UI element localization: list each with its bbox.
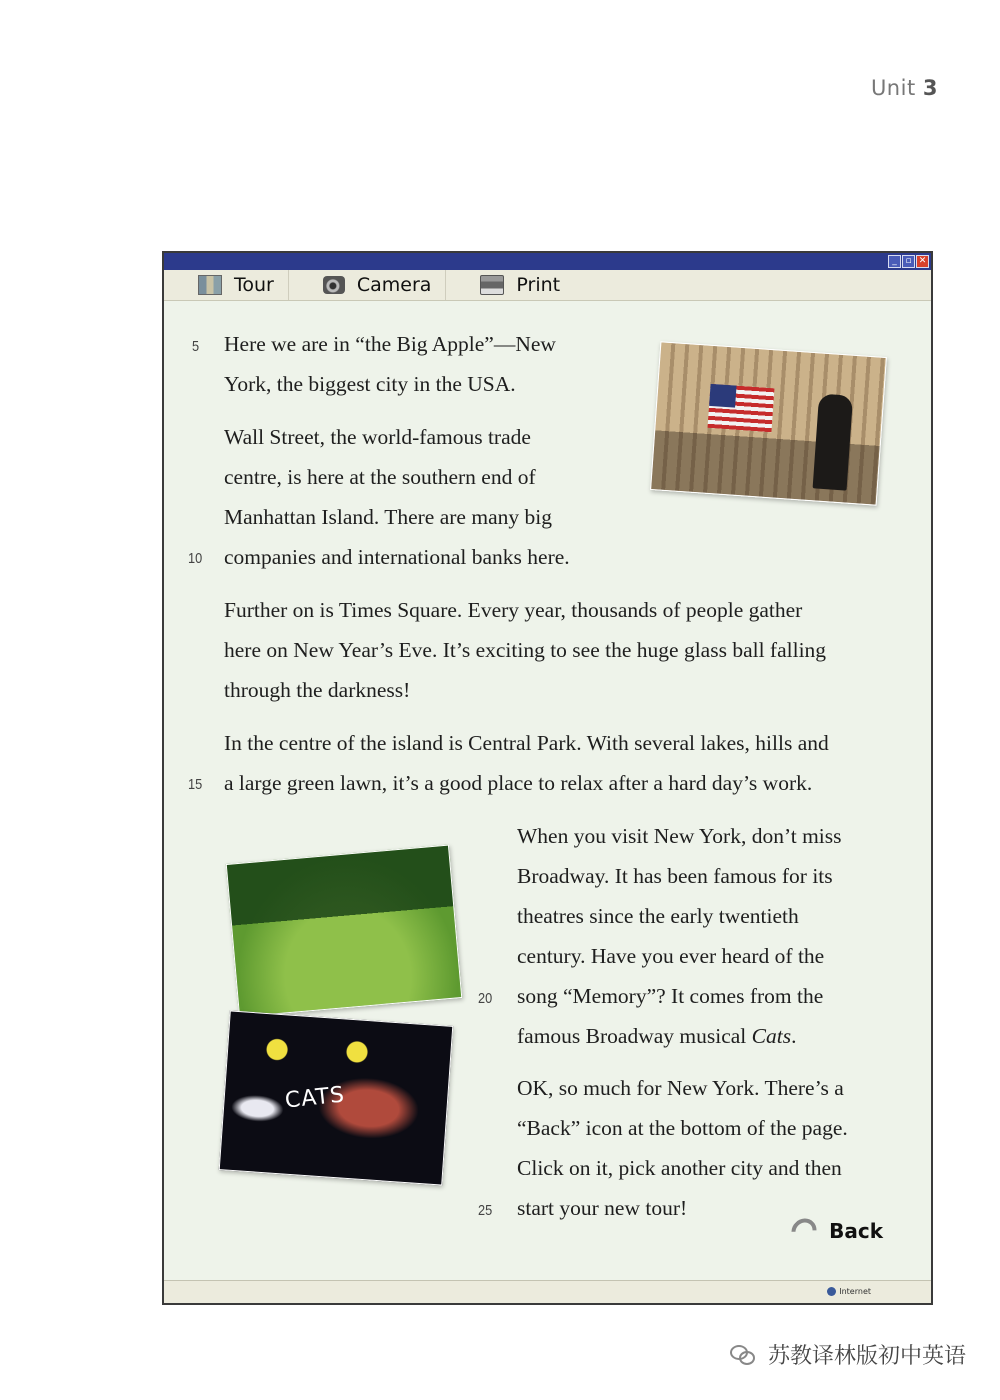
line-number: 25 [478, 1202, 493, 1219]
line-number: 5 [192, 338, 200, 355]
globe-icon [827, 1287, 836, 1296]
page-content [164, 300, 931, 1281]
back-button[interactable]: Back [791, 1219, 883, 1243]
toolbar [164, 270, 931, 301]
tour-button[interactable]: Tour [164, 270, 288, 300]
camera-button[interactable]: Camera [288, 270, 446, 300]
statue-shape [813, 393, 854, 490]
minimize-icon[interactable]: _ [888, 255, 901, 268]
cats-logo: CATS [283, 1082, 347, 1114]
paragraph-1: Here we are in “the Big Apple”—New York, the biggest city in the USA. [224, 332, 556, 396]
browser-window [162, 251, 933, 1305]
paragraph-5: When you visit New York, don’t miss Broadway. It has been famous for its theatres since the early twentieth century. Have you ever heard of the song “Memory”? It comes from the famous Broadway musical Cats. [517, 824, 842, 1048]
title-bar [164, 253, 931, 270]
paragraph-6: OK, so much for New York. There’s a “Back” icon at the bottom of the page. Click on it, pick another city and then start your new tour! [517, 1076, 848, 1220]
status-bar: Internet [164, 1280, 931, 1303]
central-park-photo [226, 845, 463, 1018]
maximize-icon[interactable]: ▫ [902, 255, 915, 268]
paragraph-3: Further on is Times Square. Every year, thousands of people gather here on New Year’s Eve. It’s exciting to see the huge glass ball falling through the darkness! [224, 598, 827, 702]
map-icon [198, 275, 222, 295]
camera-icon [323, 276, 345, 294]
printer-icon [480, 275, 504, 295]
paragraph-2: Wall Street, the world-famous trade centre, is here at the southern end of Manhattan Island. There are many big companies and international banks here. [224, 425, 570, 569]
close-icon[interactable]: ✕ [916, 255, 929, 268]
print-button[interactable]: Print [445, 270, 574, 300]
back-arrow-icon [786, 1213, 821, 1248]
line-number: 20 [478, 990, 493, 1007]
wechat-icon [730, 1345, 756, 1365]
line-number: 15 [188, 776, 203, 793]
wall-street-photo [650, 341, 887, 505]
footer-watermark: 苏教译林版初中英语 [730, 1339, 966, 1370]
cats-musical-photo [219, 1010, 454, 1185]
unit-label: Unit 3 [870, 76, 938, 100]
flag-icon [708, 384, 775, 432]
paragraph-4: In the centre of the island is Central Park. With several lakes, hills and a large green lawn, it’s a good place to relax after a hard day’s work. [224, 731, 829, 795]
line-number: 10 [188, 550, 203, 567]
